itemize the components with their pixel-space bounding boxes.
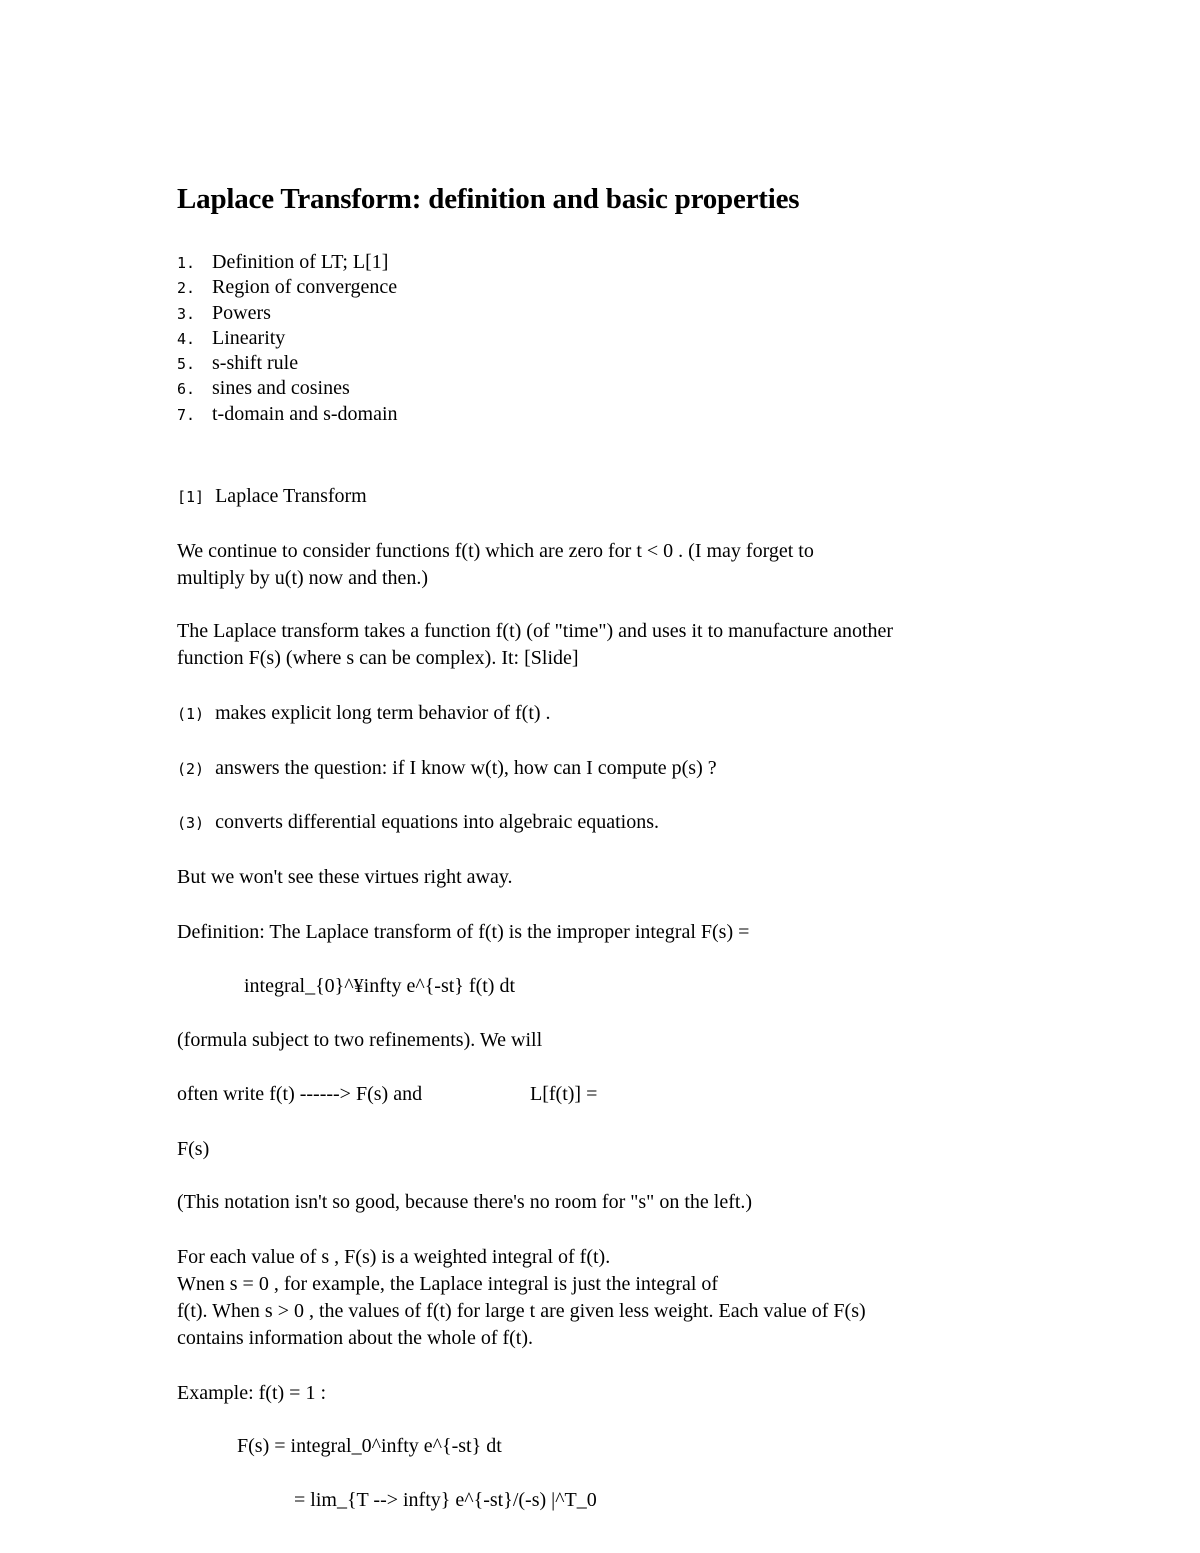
paragraph-line: f(t). When s > 0 , the values of f(t) for large t are given less weight. Each value of F(s)	[177, 1300, 866, 1322]
example-intro: Example: f(t) = 1 :	[177, 1382, 327, 1404]
notation-line-right: L[f(t)] =	[530, 1083, 598, 1105]
toc-item-number: 1.	[177, 254, 196, 272]
toc-item-number: 6.	[177, 380, 196, 399]
toc-item-label: Definition of LT; L[1]	[212, 251, 389, 273]
paragraph-line: multiply by u(t) now and then.)	[177, 567, 429, 589]
paragraph-line: For each value of s , F(s) is a weighted integral of f(t).	[177, 1246, 611, 1268]
example-equation: = lim_{T --> infty} e^{-st}/(-s) |^T_0	[294, 1489, 597, 1511]
section-number: [1]	[177, 488, 205, 506]
paragraph-line: Wnen s = 0 , for example, the Laplace integral is just the integral of	[177, 1273, 719, 1295]
paragraph-line: F(s)	[177, 1138, 210, 1160]
toc-item-label: sines and cosines	[212, 377, 350, 400]
notation-line-left: often write f(t) ------> F(s) and	[177, 1083, 423, 1105]
page-title: Laplace Transform: definition and basic properties	[177, 183, 800, 215]
toc-item-number: 4.	[177, 329, 196, 348]
paragraph-line: function F(s) (where s can be complex). It: [Slide]	[177, 647, 579, 669]
toc-item-label: Linearity	[212, 326, 286, 349]
section-title: Laplace Transform	[215, 485, 367, 507]
toc-item-number: 3.	[177, 304, 196, 323]
definition-line: Definition: The Laplace transform of f(t) is the improper integral F(s) =	[177, 921, 750, 943]
toc-item-label: s-shift rule	[212, 352, 299, 375]
paragraph-line: But we won't see these virtues right away.	[177, 866, 513, 888]
paragraph-line: (This notation isn't so good, because there's no room for "s" on the left.)	[177, 1191, 753, 1213]
definition-formula: integral_{0}^¥infty e^{-st} f(t) dt	[244, 975, 515, 997]
toc-item	[177, 402, 398, 427]
virtue-number: (1)	[177, 705, 205, 723]
virtue-number: (3)	[177, 814, 205, 832]
table-of-contents	[177, 250, 398, 427]
toc-item-number: 7.	[177, 405, 196, 424]
toc-item-number: 5.	[177, 355, 196, 374]
virtue-item	[177, 701, 551, 726]
paragraph-line: contains information about the whole of f(t).	[177, 1327, 534, 1349]
toc-item-label: t-domain and s-domain	[212, 402, 398, 425]
example-equation: F(s) = integral_0^infty e^{-st} dt	[237, 1435, 502, 1457]
paragraph-line: We continue to consider functions f(t) which are zero for t < 0 . (I may forget to	[177, 540, 814, 562]
virtue-item	[177, 756, 717, 781]
toc-item	[177, 250, 398, 275]
virtue-number: (2)	[177, 760, 205, 778]
toc-item	[177, 326, 398, 351]
section-heading	[177, 484, 367, 509]
virtue-text: makes explicit long term behavior of f(t) .	[215, 702, 551, 724]
toc-item-label: Powers	[212, 301, 271, 324]
paragraph-line: (formula subject to two refinements). We will	[177, 1029, 543, 1051]
toc-item-number: 2.	[177, 279, 196, 298]
toc-item	[177, 376, 398, 401]
toc-item	[177, 275, 398, 300]
toc-item	[177, 301, 398, 326]
virtue-text: converts differential equations into algebraic equations.	[215, 811, 660, 833]
paragraph-line: The Laplace transform takes a function f(t) (of "time") and uses it to manufacture another	[177, 620, 894, 642]
toc-item	[177, 351, 398, 376]
virtue-item	[177, 810, 659, 835]
virtue-text: answers the question: if I know w(t), how can I compute p(s) ?	[215, 757, 717, 779]
toc-item-label: Region of convergence	[212, 276, 398, 299]
